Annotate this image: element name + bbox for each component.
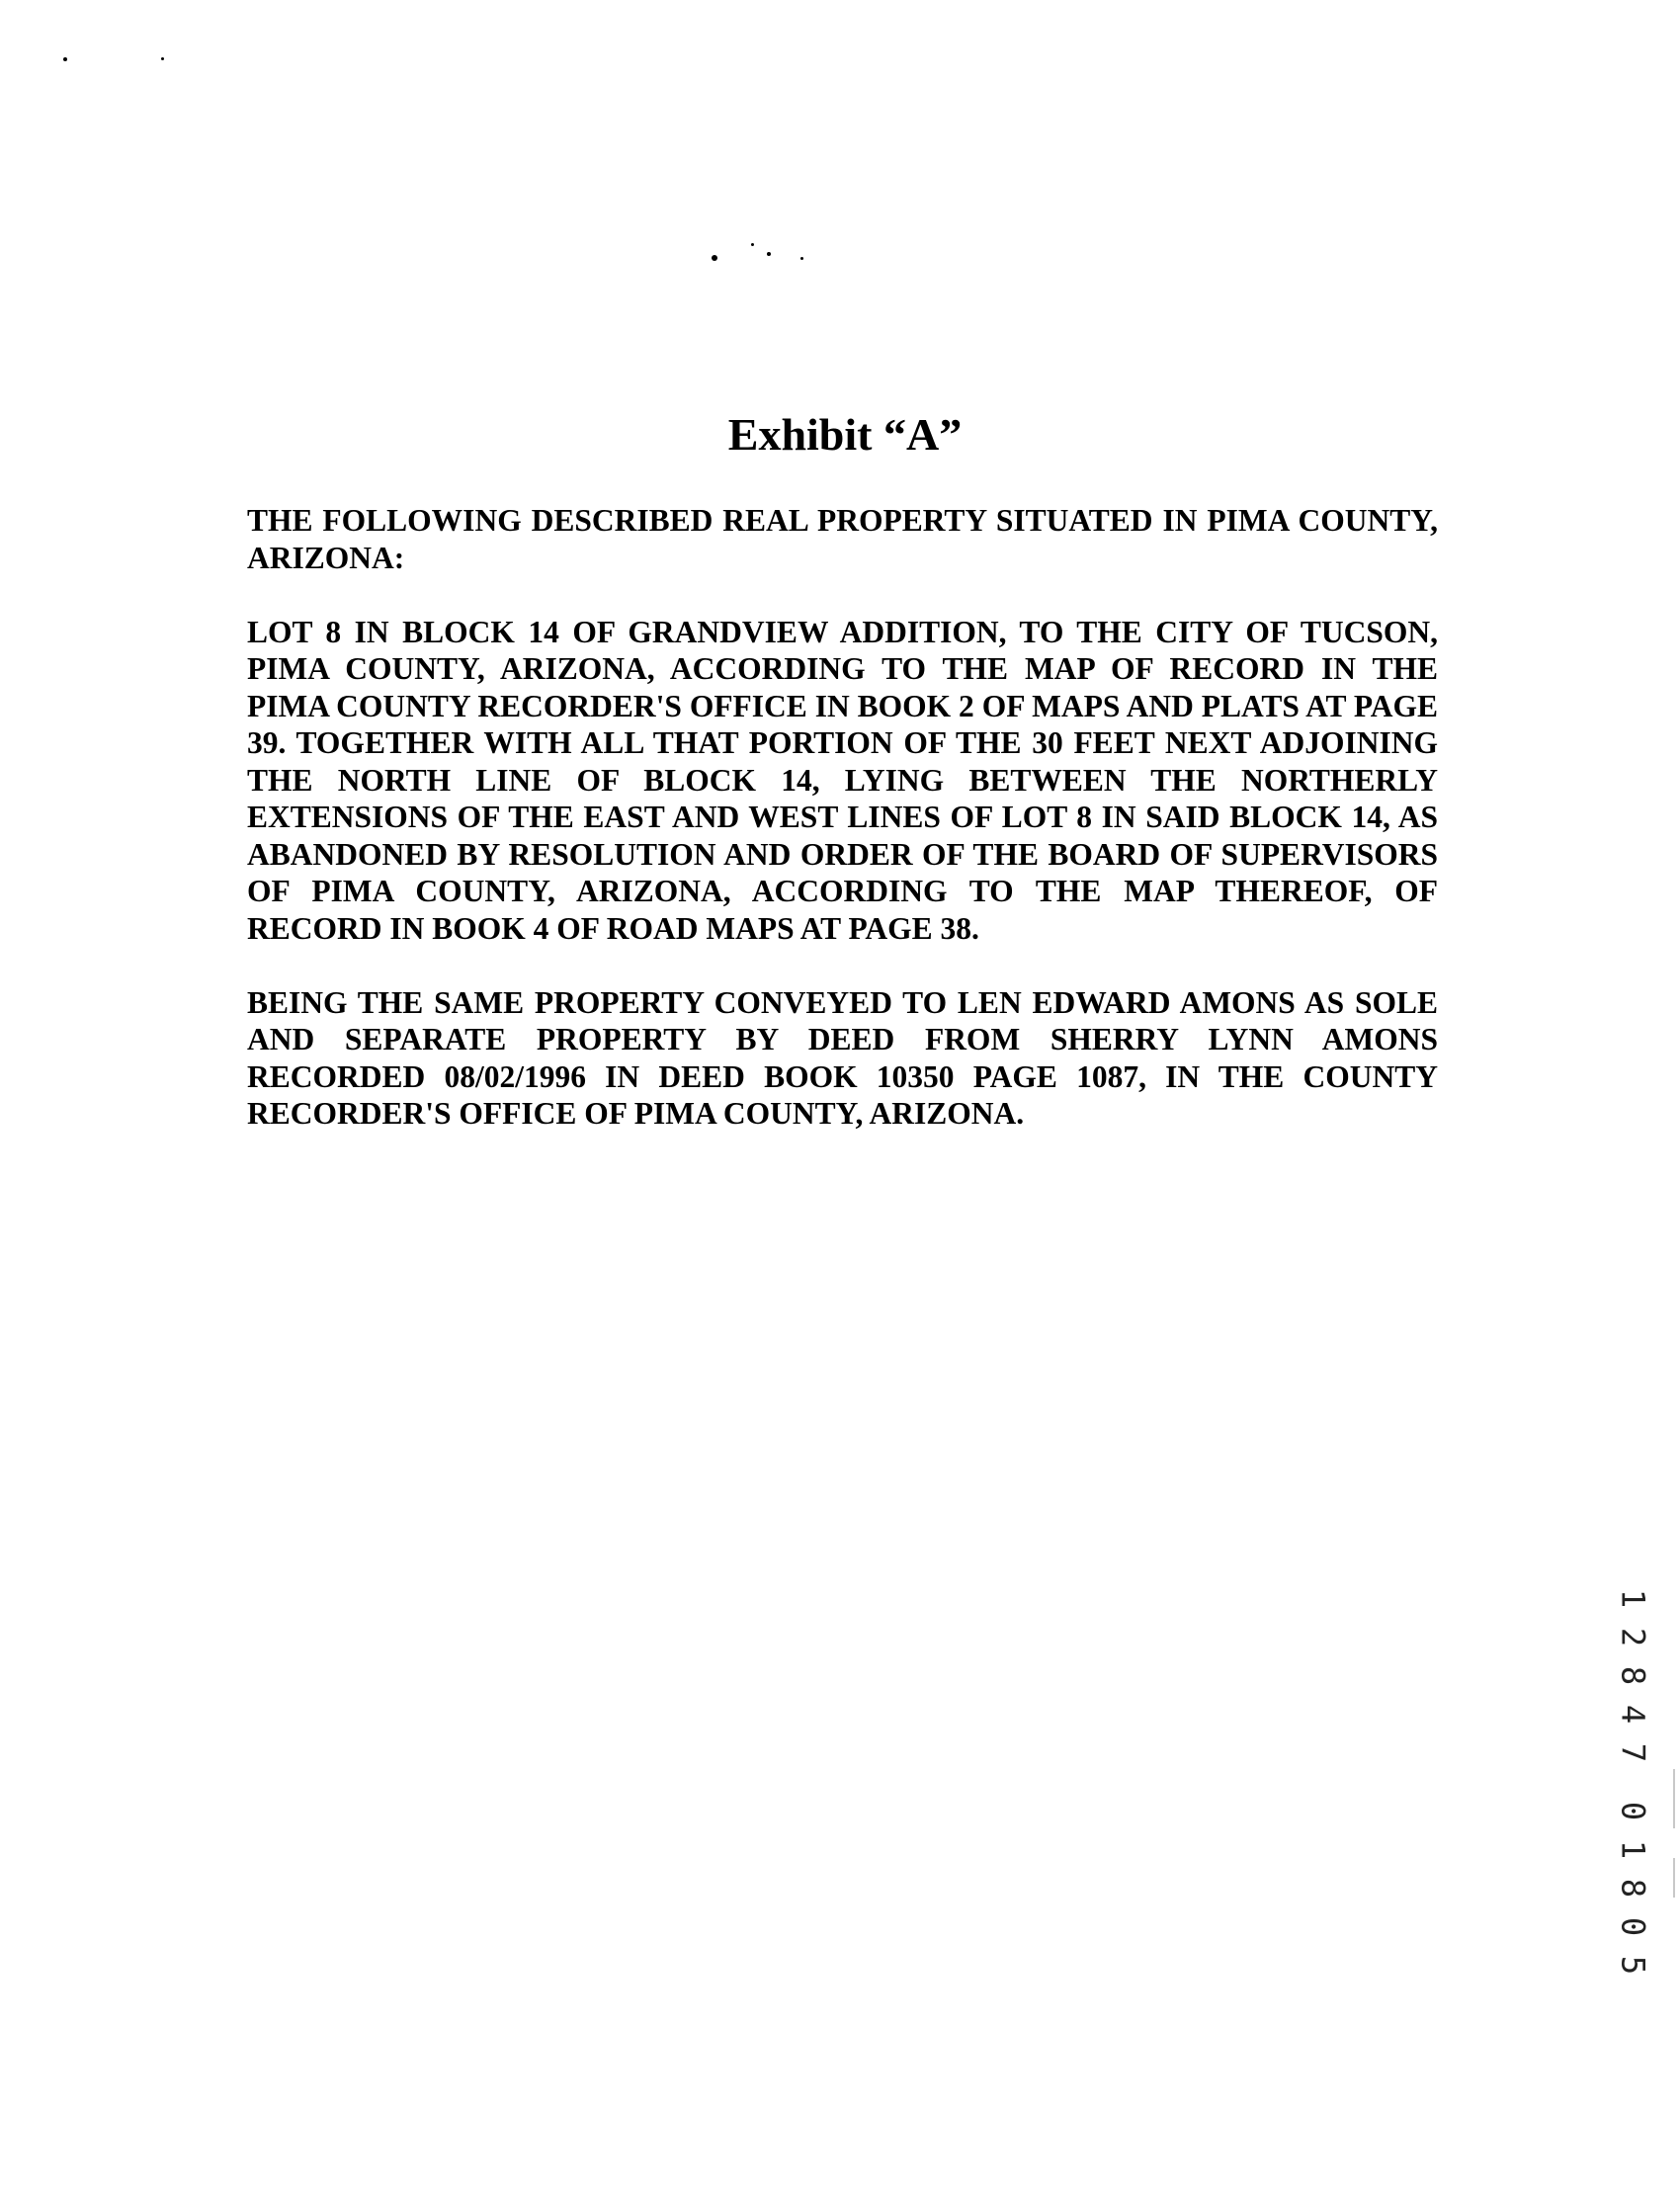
stamp-digit: 0 [1614,1916,1652,1937]
scan-speck [751,243,754,246]
stamp-digit: 7 [1614,1742,1652,1763]
stamp-digit: 1 [1614,1588,1652,1609]
scan-speck [712,255,717,261]
scan-speck [767,252,771,256]
paragraph-conveyance: BEING THE SAME PROPERTY CONVEYED TO LEN EDWARD AMONS AS SOLE AND SEPARATE PROPERTY BY DEED FROM SHERRY LYNN AMONS RECORDED 08/02/1996 IN DEED BOOK 10350 PAGE 1087, IN THE COUNTY RECORDER'S OFFICE OF PIMA COUNTY, ARIZONA. [247,984,1438,1131]
stamp-digit: 8 [1614,1878,1652,1899]
stamp-digit: 2 [1614,1627,1652,1647]
scan-edge-mark [1673,1858,1675,1898]
scan-edge-mark [1673,1769,1675,1828]
paragraph-legal-description: LOT 8 IN BLOCK 14 OF GRANDVIEW ADDITION, TO THE CITY OF TUCSON, PIMA COUNTY, ARIZONA, ACCORDING TO THE MAP OF RECORD IN THE PIMA COUNTY RECORDER'S OFFICE IN BOOK 2 OF MAPS AND PLATS AT PAGE 39. TOGETHER WITH ALL THAT PORTION OF THE 30 FEET NEXT ADJOINING THE NORTH LINE OF BLOCK 14, LYING BETWEEN THE NORTHERLY EXTENSIONS OF THE EAST AND WEST LINES OF LOT 8 IN SAID BLOCK 14, AS ABANDONED BY RESOLUTION AND ORDER OF THE BOARD OF SUPERVISORS OF PIMA COUNTY, ARIZONA, ACCORDING TO THE MAP THEREOF, OF RECORD IN BOOK 4 OF ROAD MAPS AT PAGE 38. [247,614,1438,946]
scan-speck [63,57,67,61]
scan-speck [800,257,803,260]
stamp-digit: 4 [1614,1704,1652,1725]
property-description [247,502,1438,1169]
stamp-digit: 5 [1614,1955,1652,1976]
page-title: Exhibit “A” [727,409,963,460]
stamp-gap [1613,1772,1652,1792]
stamp-digit: 8 [1614,1665,1652,1686]
paragraph-intro: THE FOLLOWING DESCRIBED REAL PROPERTY SITUATED IN PIMA COUNTY, ARIZONA: [247,503,1438,575]
recording-stamp [1613,1579,1652,1985]
scan-speck [161,57,164,60]
stamp-digit: 0 [1614,1801,1652,1821]
stamp-digit: 1 [1614,1839,1652,1860]
